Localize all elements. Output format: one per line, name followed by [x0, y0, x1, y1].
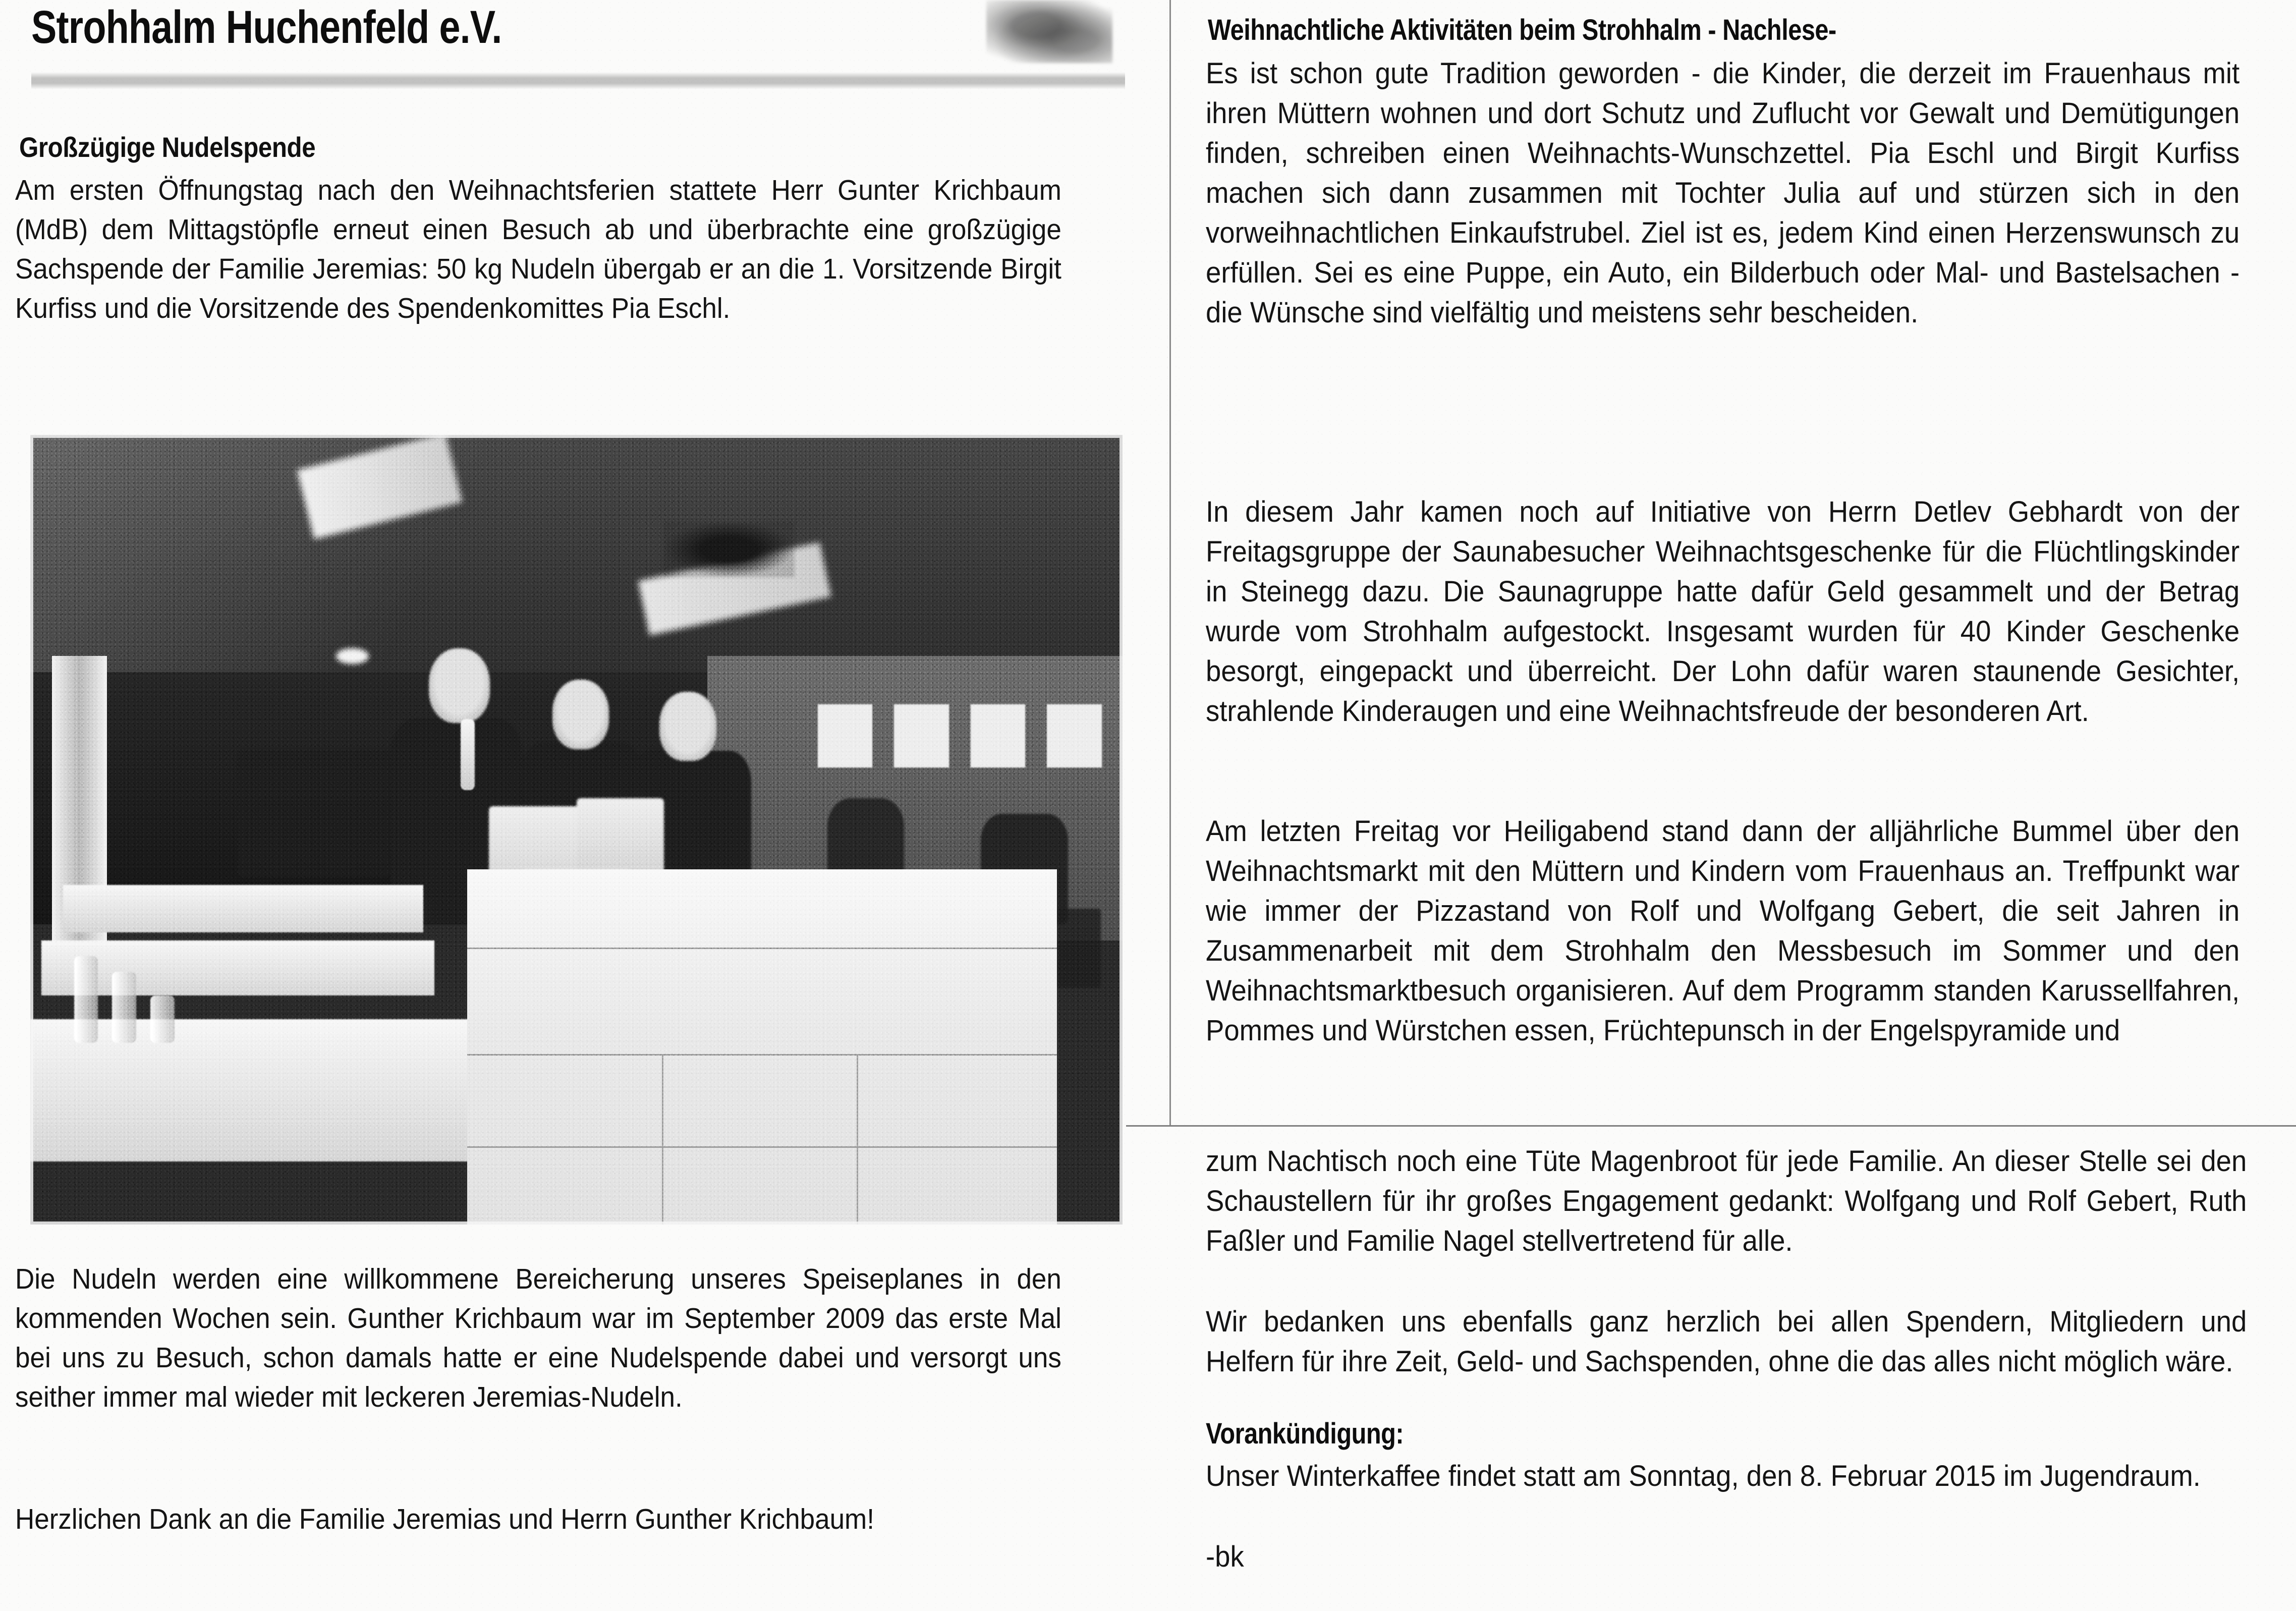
- left-column-paragraph-1: [15, 171, 1061, 328]
- photo-bottle-1: [74, 956, 98, 1043]
- right-column-subheading: Weihnachtliche Aktivitäten beim Strohhalm - Nachlese-: [1208, 14, 1836, 46]
- photo-carton-seam-2: [467, 1054, 1057, 1056]
- photo-person-kurfiss-face: [552, 680, 609, 749]
- donation-photograph: [30, 435, 1123, 1225]
- photo-person-eschl-face: [659, 692, 716, 761]
- photo-bottle-3: [150, 995, 175, 1043]
- left-column-subheading: Großzügige Nudelspende: [19, 131, 316, 163]
- paragraph-text: zum Nachtisch noch eine Tüte Magenbroot für jede Familie. An dieser Stelle sei den Schaustellern für ihr großes Engagement gedankt: Wolfgang und Rolf Gebert, Ruth Faßler und Familie Nagel stellvertretend für alle.: [1206, 1145, 2247, 1257]
- left-column-paragraph-3: [15, 1499, 1061, 1539]
- section-separator-rule: [1126, 1125, 2296, 1127]
- masthead-underline-rule: [31, 72, 1125, 89]
- right-column-paragraph-3: [1206, 811, 2239, 1050]
- paragraph-text: Die Nudeln werden eine willkommene Bereicherung unseres Speiseplanes in den kommenden Wochen sein. Gunther Krichbaum war im September 2009 das erste Mal bei uns zu Besuch, schon damals hatte er eine Nudelspende dabei und versorgt uns seither immer mal wieder mit leckeren Jeremias-Nudeln.: [15, 1263, 1061, 1413]
- photo-window-4: [1046, 703, 1102, 768]
- paragraph-text: Am ersten Öffnungstag nach den Weihnachtsferien stattete Herr Gunter Krichbaum (MdB) dem Mittagstöpfle erneut einen Besuch ab und überbrachte eine großzügige Sachspende der Familie Jeremias: 50 kg Nudeln übergab er an die 1. Vorsitzende Birgit Kurfiss und die Vorsitzende des Spendenkomittes Pia Eschl.: [15, 174, 1061, 324]
- association-logo-smudge: [986, 0, 1112, 63]
- photo-carton-edge-1: [662, 1054, 663, 1225]
- photo-window-3: [970, 703, 1026, 768]
- photo-seated-guest-1: [249, 806, 303, 869]
- photo-carton-seam-1: [467, 948, 1057, 949]
- photo-carton-edge-2: [857, 1054, 858, 1225]
- photo-seated-guest-2: [314, 806, 369, 869]
- photo-window-1: [817, 703, 873, 768]
- photo-necktie: [461, 719, 475, 790]
- announcement-label: Vorankündigung:: [1206, 1417, 1404, 1450]
- byline-text: -bk: [1206, 1540, 1244, 1573]
- paragraph-text: Am letzten Freitag vor Heiligabend stand dann der alljährliche Bummel über den Weihnachtsmarkt mit den Müttern und Kindern vom Frauenhaus an. Treffpunkt war wie immer der Pizzastand von Rolf und Wolfgang Gebert, die seit Jahren in Zusammenarbeit mit dem Strohhalm den Messbesuch im Sommer und den Weihnachtsmarktbesuch organisieren. Auf dem Programm standen Karussellfahren, Pommes und Würstchen essen, Früchtepunsch in der Engelspyramide und: [1206, 815, 2240, 1047]
- left-column-paragraph-2: [15, 1259, 1061, 1417]
- photo-ceiling-fan: [664, 522, 795, 577]
- photo-bottle-2: [112, 972, 136, 1043]
- photo-window-2: [893, 703, 949, 768]
- photo-table-front: [30, 1019, 511, 1161]
- photo-ceiling-spotlight: [336, 648, 369, 664]
- photo-carton-stack: [467, 869, 1057, 1225]
- page-title: Strohhalm Huchenfeld e.V.: [31, 2, 502, 53]
- photo-person-krichbaum-face: [429, 648, 490, 724]
- photo-table-back: [63, 885, 423, 932]
- paragraph-text: Unser Winterkaffee findet statt am Sonntag, den 8. Februar 2015 im Jugendraum.: [1206, 1460, 2201, 1492]
- paragraph-text: In diesem Jahr kamen noch auf Initiative von Herrn Detlev Gebhardt von der Freitagsgruppe der Saunabesucher Weihnachtsgeschenke für die Flüchtlingskinder in Steinegg dazu. Die Saunagruppe hatte dafür Geld gesammelt und der Betrag wurde vom Strohhalm aufgestockt. Insgesamt wurden für 40 Kinder Geschenke besorgt, eingepackt und überreicht. Der Lohn dafür waren staunende Gesichter, strahlende Kinderaugen und eine Weihnachtsfreude der besonderen Art.: [1206, 495, 2240, 728]
- photo-carton-seam-3: [467, 1146, 1057, 1148]
- right-column-paragraph-5: [1206, 1302, 2247, 1381]
- paragraph-text: Es ist schon gute Tradition geworden - die Kinder, die derzeit im Frauenhaus mit ihren Müttern wohnen und dort Schutz und Zuflucht vor Gewalt und Demütigungen finden, schreiben einen Weihnachts-Wunschzettel. Pia Eschl und Birgit Kurfiss machen sich dann zusammen mit Tochter Julia auf und stürzen sich in den vorweihnachtlichen Einkaufstrubel. Ziel ist es, jedem Kind einen Herzenswunsch zu erfüllen. Sei es eine Puppe, ein Auto, ein Bilderbuch oder Mal- und Bastelsachen - die Wünsche sind vielfältig und meistens sehr bescheiden.: [1206, 57, 2240, 329]
- right-column-paragraph-6: [1206, 1456, 2247, 1496]
- right-column-paragraph-4: [1206, 1141, 2247, 1261]
- right-column-paragraph-2: [1206, 492, 2239, 731]
- paragraph-text: Wir bedanken uns ebenfalls ganz herzlich bei allen Spendern, Mitgliedern und Helfern für ihre Zeit, Geld- und Sachspenden, ohne die das alles nicht möglich wäre.: [1206, 1305, 2247, 1378]
- photo-table-mid: [41, 940, 434, 996]
- right-column-paragraph-1: [1206, 53, 2239, 332]
- author-byline: [1206, 1537, 1490, 1577]
- paragraph-text: Herzlichen Dank an die Familie Jeremias und Herrn Gunther Krichbaum!: [15, 1503, 874, 1535]
- column-divider-rule: [1169, 0, 1171, 1126]
